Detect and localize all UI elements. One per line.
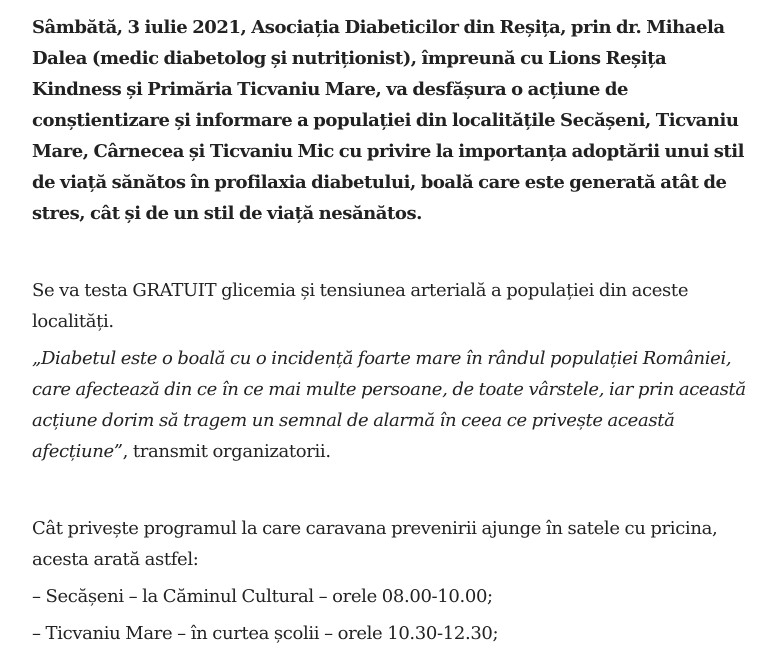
quote-attribution: , transmit organizatorii. — [122, 441, 331, 462]
quote-text: „Diabetul este o boală cu o incidență foarte mare în rândul populației României, care afectează din ce în ce mai multe persoane, de toate vârstele, iar prin această acțiune dorim să tragem un semnal de alarmă în ceea ce privește această afecțiune” — [32, 348, 746, 462]
testing-paragraph: Se va testa GRATUIT glicemia și tensiunea arterială a populației din aceste localități. — [32, 280, 689, 332]
article-body — [0, 12, 750, 649]
lead-paragraph: Sâmbătă, 3 iulie 2021, Asociația Diabeticilor din Reșița, prin dr. Mihaela Dalea (medic diabetolog și nutriționist), împreună cu Lions Reșița Kindness și Primăria Ticvaniu Mare, va desfășura o acțiune de conștientizare și informare a populației din localitățile Secășeni, Ticvaniu Mare, Cârnecea și Ticvaniu Mic cu privire la importanța adoptării unui stil de viață sănătos în profilaxia diabetului, boală care este generată atât de stres, cât și de un stil de viață nesănătos. — [32, 17, 745, 224]
schedule-item-ticvaniu-mare: – Ticvaniu Mare – în curtea școlii – orele 10.30-12.30; — [32, 623, 499, 644]
schedule-item-secaseni: – Secășeni – la Căminul Cultural – orele 08.00-10.00; — [32, 586, 493, 607]
quote-paragraph — [32, 343, 750, 467]
program-intro-paragraph: Cât privește programul la care caravana prevenirii ajunge în satele cu pricina, acesta arată astfel: — [32, 518, 718, 570]
